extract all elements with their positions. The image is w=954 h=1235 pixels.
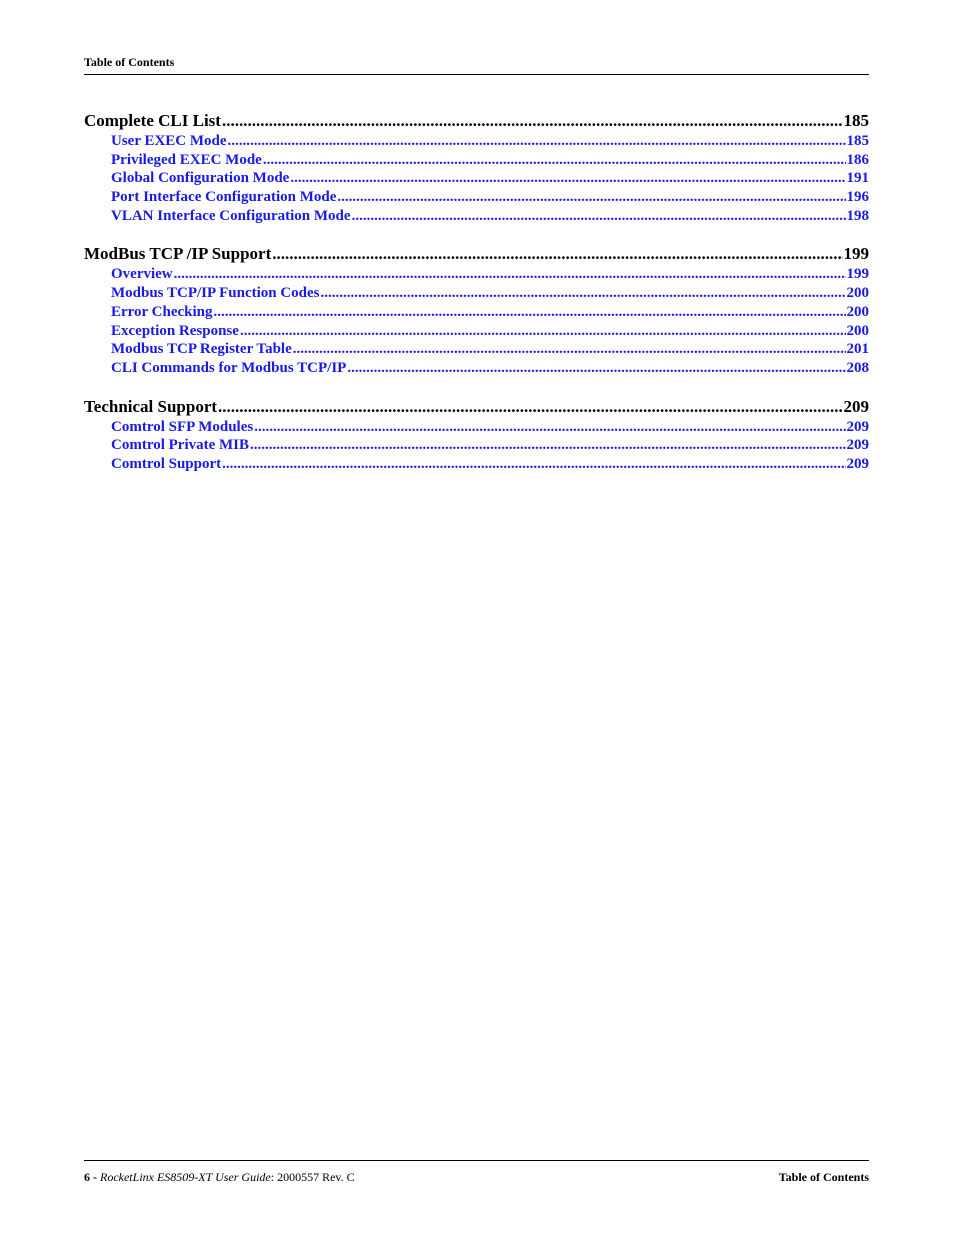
toc-entry-page: 209 <box>846 418 869 435</box>
leader-dots <box>222 455 845 474</box>
toc-chapter-title: ModBus TCP /IP Support <box>84 244 272 264</box>
footer-doc-number: : 2000557 Rev. C <box>270 1170 355 1184</box>
leader-dots <box>293 340 846 359</box>
toc-entry-title: VLAN Interface Configuration Mode <box>111 207 351 224</box>
leader-dots <box>240 322 846 341</box>
toc-entry-page: 198 <box>846 207 869 224</box>
toc-entry-link[interactable] <box>84 455 869 474</box>
toc-chapter-page: 199 <box>843 244 869 264</box>
toc-section <box>84 396 869 474</box>
toc-entry-page: 196 <box>846 189 869 206</box>
toc-entry-page: 200 <box>846 322 869 339</box>
toc-entry-link[interactable] <box>84 322 869 341</box>
toc-entry-page: 208 <box>846 359 869 376</box>
toc-entry-title: Port Interface Configuration Mode <box>111 189 337 206</box>
toc-entry-link[interactable] <box>84 132 869 151</box>
leader-dots <box>222 110 843 132</box>
toc-entry-link[interactable] <box>84 436 869 455</box>
toc-entry-page: 185 <box>846 133 869 149</box>
toc-entry-title: User EXEC Mode <box>111 133 227 149</box>
toc-entry-page: 199 <box>846 266 869 283</box>
toc-entry-title: Comtrol Support <box>111 455 222 472</box>
leader-dots <box>347 359 845 378</box>
toc-chapter-page: 209 <box>843 396 869 416</box>
toc-entry-link[interactable] <box>84 418 869 437</box>
toc-entry-link[interactable] <box>84 265 869 284</box>
leader-dots <box>228 132 846 151</box>
leader-dots <box>290 169 845 188</box>
toc-entry-link[interactable] <box>84 188 869 207</box>
toc-chapter-modbus-tcp-ip-support[interactable] <box>84 243 869 265</box>
toc-entry-link[interactable] <box>84 169 869 188</box>
toc-entry-title: Privileged EXEC Mode <box>111 151 262 168</box>
page-header <box>84 55 869 75</box>
leader-dots <box>321 284 846 303</box>
toc-entry-link[interactable] <box>84 284 869 303</box>
leader-dots <box>174 265 846 284</box>
toc-entry-page: 209 <box>846 455 869 472</box>
toc-chapter-title: Complete CLI List <box>84 111 221 130</box>
header-title: Table of Contents <box>84 55 175 69</box>
leader-dots <box>352 207 846 226</box>
footer-page-number: 6 - <box>84 1170 97 1184</box>
toc-entry-title: Exception Response <box>111 322 239 339</box>
toc-section <box>84 243 869 377</box>
toc-entry-title: Error Checking <box>111 303 213 320</box>
toc-entry-link[interactable] <box>84 303 869 322</box>
leader-dots <box>263 151 846 170</box>
footer-guide-title: RocketLinx ES8509-XT User Guide <box>100 1170 271 1184</box>
leader-dots <box>337 188 845 207</box>
leader-dots <box>254 418 845 437</box>
leader-dots <box>272 243 842 265</box>
toc-entry-title: CLI Commands for Modbus TCP/IP <box>111 359 347 376</box>
toc-entry-link[interactable] <box>84 340 869 359</box>
toc-chapter-technical-support[interactable] <box>84 396 869 418</box>
toc-entry-title: Modbus TCP Register Table <box>111 341 292 358</box>
toc-entry-title: Overview <box>111 266 173 283</box>
leader-dots <box>214 303 846 322</box>
toc-entry-page: 191 <box>846 170 869 187</box>
toc-entry-link[interactable] <box>84 359 869 378</box>
toc-entry-title: Comtrol SFP Modules <box>111 418 254 435</box>
toc-entry-link[interactable] <box>84 151 869 170</box>
footer-left <box>84 1170 355 1184</box>
toc-entry-title: Modbus TCP/IP Function Codes <box>111 285 320 302</box>
toc-entry-title: Comtrol Private MIB <box>111 437 250 454</box>
toc-entry-page: 200 <box>846 285 869 302</box>
footer-right-title: Table of Contents <box>778 1170 869 1184</box>
toc-chapter-complete-cli-list[interactable] <box>84 110 869 132</box>
toc-entry-link[interactable] <box>84 207 869 226</box>
toc-entry-page: 200 <box>846 303 869 320</box>
toc-entry-page: 186 <box>846 151 869 168</box>
page-footer <box>84 1160 869 1184</box>
table-of-contents <box>84 110 869 492</box>
toc-entry-page: 209 <box>846 437 869 454</box>
leader-dots <box>218 396 842 418</box>
toc-entry-title: Global Configuration Mode <box>111 170 290 187</box>
toc-chapter-page: 185 <box>843 111 869 130</box>
toc-chapter-title: Technical Support <box>84 396 218 416</box>
toc-section <box>84 110 869 225</box>
toc-entry-page: 201 <box>846 341 869 358</box>
leader-dots <box>250 436 845 455</box>
